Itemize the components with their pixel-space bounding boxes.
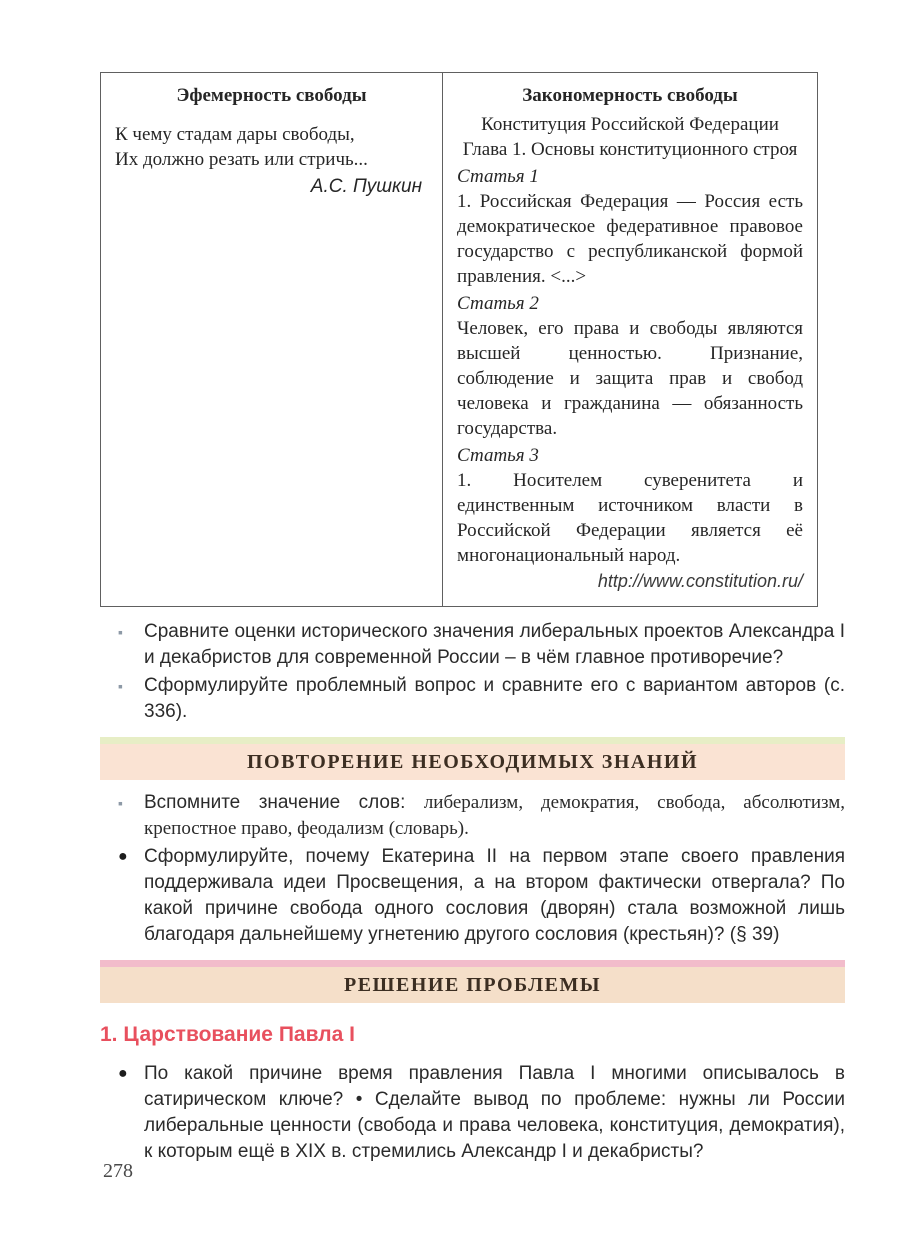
- question-text: Сформулируйте проблемный вопрос и сравните его с вариантом авторов (с. 336).: [144, 675, 845, 722]
- list-item: [100, 1061, 845, 1165]
- square-bullet-icon: ▪: [118, 795, 123, 811]
- square-bullet-icon: ▪: [118, 678, 123, 694]
- article-2-label: Статья 2: [457, 293, 539, 314]
- square-bullet-icon: ▪: [118, 624, 123, 640]
- list-item: [100, 619, 845, 671]
- pushkin-poem: [115, 122, 428, 199]
- page-number: 278: [103, 1160, 133, 1182]
- problem-question-list: [100, 1061, 845, 1165]
- banner-title: РЕШЕНИЕ ПРОБЛЕМЫ: [100, 967, 845, 1003]
- constitution-url: http://www.constitution.ru/: [597, 571, 803, 591]
- table-column-regularity: [443, 73, 817, 606]
- question-text: Сравните оценки исторического значения либеральных проектов Александра I и декабристов для современной России – в чём главное противоречие?: [144, 621, 845, 668]
- article-1-text: 1. Российская Федерация — Россия есть демократическое федеративное правовое государство с республиканской формой правления. <...>: [457, 191, 803, 287]
- list-item: [100, 790, 845, 842]
- banner-title: ПОВТОРЕНИЕ НЕОБХОДИМЫХ ЗНАНИЙ: [100, 744, 845, 780]
- column-header-regularity: Закономерность свободы: [522, 85, 738, 106]
- article-3-text: 1. Носителем суверенитета и единственным источником власти в Российской Федерации является её многонациональный народ.: [457, 470, 803, 566]
- article-3-label: Статья 3: [457, 445, 539, 466]
- constitution-title: Конституция Российской Федерации: [481, 114, 779, 135]
- textbook-page: [100, 72, 845, 1167]
- constitution-chapter: Глава 1. Основы конституционного строя: [462, 139, 798, 160]
- banner-top-stripe: [100, 737, 845, 744]
- banner-top-stripe: [100, 960, 845, 967]
- poem-line: Их должно резать или стричь...: [115, 149, 368, 170]
- vocabulary-terms: либерализм, демократия, свобода, абсолютизм, крепостное право, феодализм (словарь).: [144, 792, 845, 839]
- poem-line: К чему стадам дары свободы,: [115, 124, 355, 145]
- table-column-ephemerality: [101, 73, 443, 606]
- question-prefix: Вспомните значение слов:: [144, 792, 424, 813]
- banner-problem-solving: [100, 960, 845, 1003]
- dot-bullet-icon: ●: [118, 848, 128, 865]
- section-heading-paul-reign: 1. Царствование Павла I: [100, 1023, 355, 1046]
- banner-repetition: [100, 737, 845, 780]
- article-1-label: Статья 1: [457, 166, 539, 187]
- question-text: По какой причине время правления Павла I многими описывалось в сатирическом ключе? • Сделайте вывод по проблеме: нужны ли России либеральные ценности (свобода и права человека, конституция, демократия), к которым ещё в XIX в. стремились Александр I и декабристы?: [144, 1063, 845, 1162]
- question-text: Сформулируйте, почему Екатерина II на первом этапе своего правления поддерживала идеи Просвещения, а на втором фактически отвергала? По какой причине свобода одного сословия (дворян) стала возможной лишь благодаря дальнейшему угнетению другого сословия (крестьян)? (§ 39): [144, 846, 845, 945]
- question-text: [144, 790, 845, 842]
- article-2-text: Человек, его права и свободы являются высшей ценностью. Признание, соблюдение и защита прав и свобод человека и гражданина — обязанность государства.: [457, 318, 803, 439]
- dot-bullet-icon: ●: [118, 1065, 128, 1082]
- freedom-comparison-table: [100, 72, 818, 607]
- column-header-ephemerality: Эфемерность свободы: [176, 85, 367, 106]
- repetition-question-list: [100, 790, 845, 948]
- list-item: [100, 844, 845, 948]
- list-item: [100, 673, 845, 725]
- intro-question-list: [100, 619, 845, 725]
- poem-author: А.С. Пушкин: [310, 176, 423, 197]
